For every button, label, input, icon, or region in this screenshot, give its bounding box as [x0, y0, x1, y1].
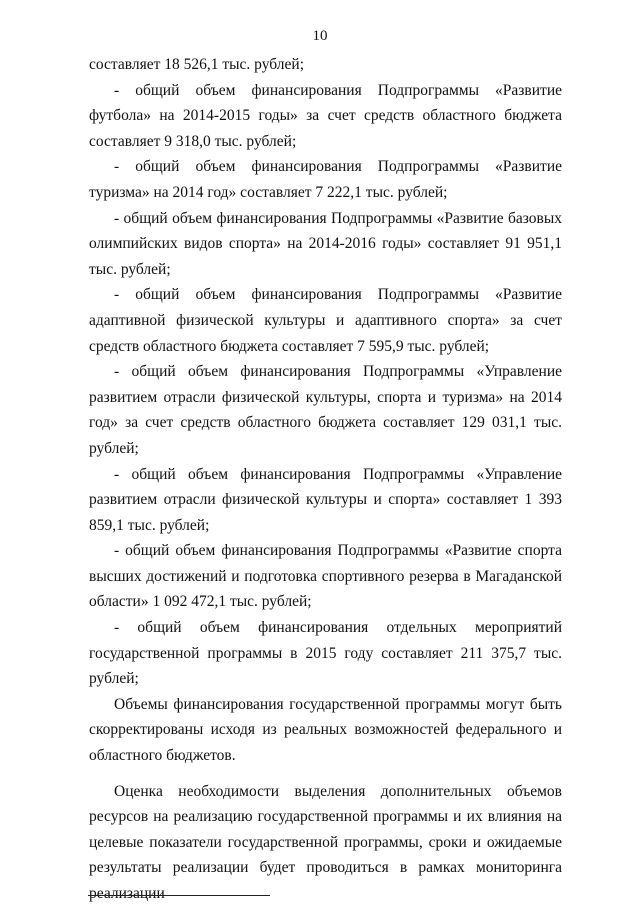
document-body: [89, 52, 562, 907]
list-item-football: - общий объем финансирования Подпрограммы «Развитие футбола» на 2014-2015 годы» за счет средств областного бюджета составляет 9 318,0 тыс. рублей;: [89, 81, 562, 150]
list-item-adaptive-sports: - общий объем финансирования Подпрограммы «Развитие адаптивной физической культуры и адаптивного спорта» за счет средств областного бюджета составляет 7 595,9 тыс. рублей;: [89, 286, 562, 355]
list-item-management: - общий объем финансирования Подпрограммы «Управление развитием отрасли физической культуры и спорта» составляет 1 393 859,1 тыс. рублей;: [89, 465, 562, 534]
footer-divider: [88, 895, 270, 896]
list-item-high-achievement: - общий объем финансирования Подпрограммы «Развитие спорта высших достижений и подготовка спортивного резерва в Магаданской области» 1 092 472,1 тыс. рублей;: [89, 542, 562, 611]
paragraph-adjustment: Объемы финансирования государственной программы могут быть скорректированы исходя из реальных возможностей федерального и областного бюджетов.: [89, 695, 562, 765]
paragraph-continuation: составляет 18 526,1 тыс. рублей;: [89, 56, 304, 73]
list-item-management-2014: - общий объем финансирования Подпрограммы «Управление развитием отрасли физической культуры, спорта и туризма» на 2014 год» за счет средств областного бюджета составляет 129 031,1 тыс. рублей;: [89, 363, 562, 457]
list-item-tourism: - общий объем финансирования Подпрограммы «Развитие туризма» на 2014 год» составляет 7 222,1 тыс. рублей;: [89, 158, 562, 201]
paragraph-assessment: Оценка необходимости выделения дополнительных объемов ресурсов на реализацию государственной программы и их влияния на целевые показатели государственной программы, сроки и ожидаемые результаты реализации будет проводиться в рамках мониторинга реализации: [89, 782, 562, 902]
list-item-olympic-sports: - общий объем финансирования Подпрограммы «Развитие базовых олимпийских видов спорта» на 2014-2016 годы» составляет 91 951,1 тыс. рублей;: [89, 209, 562, 278]
list-item-separate-measures: - общий объем финансирования отдельных мероприятий государственной программы в 2015 году составляет 211 375,7 тыс. рублей;: [89, 619, 562, 688]
page-number: 10: [312, 28, 328, 44]
